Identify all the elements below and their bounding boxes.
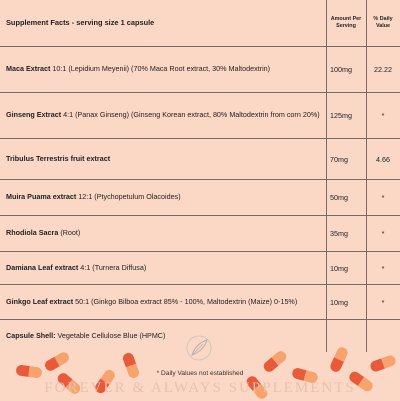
amount-cell: [330, 216, 366, 251]
table-title-cell: [6, 0, 326, 46]
ingredient-desc: 50:1 (Ginkgo Bilboa extract 85% - 100%, Maltodextrin (Maize) 0-15%): [73, 296, 298, 306]
amount-cell: [330, 180, 366, 215]
column-divider: [326, 0, 327, 352]
table-row: [0, 180, 400, 216]
table-title: Supplement Facts - serving size 1 capsule: [6, 17, 155, 27]
dv-value: 4.66: [376, 154, 390, 164]
ingredient-name: Tribulus Terrestris fruit extract: [6, 153, 111, 163]
ingredient-cell: [6, 139, 326, 179]
dv-cell: [366, 47, 400, 92]
dv-cell: [366, 180, 400, 215]
leaf-logo-icon: [183, 332, 215, 364]
ingredient-name: Muira Puama extract: [6, 192, 77, 202]
daily-value-footnote: * Daily Values not established: [156, 370, 244, 377]
amount-value: 10mg: [330, 297, 348, 307]
amount-cell: [330, 47, 366, 92]
table-row: [0, 285, 400, 320]
dv-value: *: [381, 229, 385, 238]
amount-header-cell: [326, 0, 366, 46]
ingredient-desc: (Root): [58, 228, 81, 238]
table-header-row: [0, 0, 400, 47]
amount-value: 50mg: [330, 193, 348, 202]
amount-header: Amount Per Serving: [330, 15, 362, 29]
table-row: [0, 216, 400, 252]
ingredient-desc: 4:1 (Panax Ginseng) (Ginseng Korean extract, 80% Maltodextrin from corn 20%): [61, 110, 320, 120]
amount-cell: [330, 139, 366, 179]
dv-cell: [366, 216, 400, 251]
amount-value: 100mg: [330, 65, 352, 74]
amount-value: 70mg: [330, 154, 348, 164]
ingredient-name: Capsule Shell:: [6, 330, 56, 340]
ingredient-cell: [6, 47, 326, 92]
ingredient-cell: [6, 320, 326, 352]
dv-value: *: [381, 193, 385, 202]
ingredient-desc: 4:1 (Turnera Diffusa): [78, 262, 147, 272]
amount-value: 35mg: [330, 229, 348, 238]
dv-cell: [366, 93, 400, 138]
ingredient-cell: [6, 252, 326, 284]
ingredient-cell: [6, 180, 326, 215]
dv-cell: [366, 320, 400, 352]
brand-watermark: FOREVER & ALWAYS SUPPLEMENTS: [44, 380, 356, 396]
table-row: [0, 47, 400, 93]
dv-header-cell: [366, 0, 400, 46]
amount-cell: [330, 252, 366, 284]
ingredient-name: Maca Extract: [6, 64, 51, 74]
ingredient-cell: [6, 285, 326, 319]
amount-value: 125mg: [330, 111, 352, 120]
dv-value: 22.22: [374, 65, 392, 74]
ingredient-name: Damiana Leaf extract: [6, 262, 79, 272]
amount-cell: [330, 93, 366, 138]
ingredient-desc: 12:1 (Ptychopetulum Olacoides): [76, 192, 181, 202]
dv-value: *: [381, 263, 385, 273]
ingredient-name: Ginseng Extract: [6, 110, 62, 120]
dv-cell: [366, 252, 400, 284]
amount-cell: [330, 320, 366, 352]
dv-cell: [366, 139, 400, 179]
ingredient-desc: 10:1 (Lepidium Meyenii) (70% Maca Root extract, 30% Maltodextrin): [50, 64, 271, 74]
column-divider: [366, 0, 367, 352]
dv-value: *: [381, 297, 385, 307]
table-row: [0, 252, 400, 285]
ingredient-name: Rhodiola Sacra: [6, 228, 59, 238]
dv-value: *: [381, 111, 385, 120]
ingredient-desc: Vegetable Cellulose Blue (HPMC): [55, 330, 166, 340]
footer: [0, 352, 400, 400]
ingredient-cell: [6, 93, 326, 138]
dv-cell: [366, 285, 400, 319]
dv-header: % Daily Value: [373, 15, 393, 29]
ingredient-name: Ginkgo Leaf extract: [6, 296, 74, 306]
table-row: [0, 139, 400, 180]
ingredient-cell: [6, 216, 326, 251]
amount-value: 10mg: [330, 263, 348, 273]
amount-cell: [330, 285, 366, 319]
table-row: [0, 93, 400, 139]
